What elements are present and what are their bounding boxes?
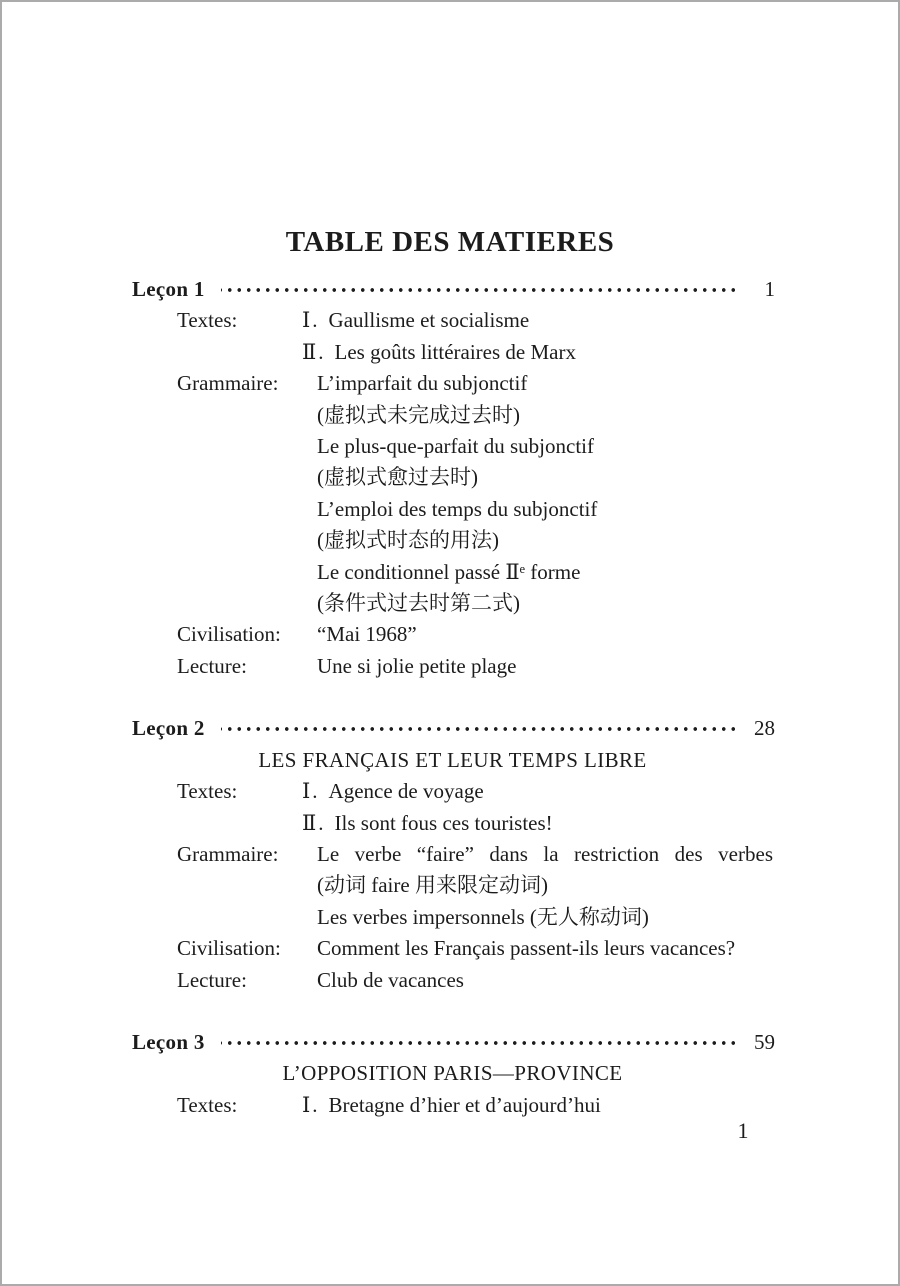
lesson-page-number: 1 <box>764 277 775 301</box>
toc-row <box>177 337 773 368</box>
lesson-header <box>132 713 775 744</box>
lesson-title: Leçon 1 <box>132 277 205 301</box>
row-text: Les verbes impersonnels (无人称动词) <box>317 904 649 929</box>
footer-page-number: 1 <box>737 1118 749 1143</box>
row-label: Civilisation: <box>177 622 281 647</box>
row-text: Club de vacances <box>317 967 464 992</box>
row-text: Une si jolie petite plage <box>317 653 517 678</box>
page-title: TABLE DES MATIERES <box>285 226 615 258</box>
row-text: L’emploi des temps du subjonctif <box>317 496 598 521</box>
lesson-block-1 <box>2 274 898 682</box>
toc-row <box>177 933 773 964</box>
row-text: (条件式过去时第二式) <box>317 591 520 616</box>
row-label: Lecture: <box>177 653 247 678</box>
row-label: Lecture: <box>177 967 247 992</box>
roman-numeral: Ⅰ. <box>302 308 320 333</box>
toc-row <box>177 400 773 431</box>
row-text: Agence de voyage <box>328 779 484 804</box>
dotted-leader <box>221 274 735 305</box>
row-text: (动词 faire 用来限定动词) <box>317 873 548 898</box>
toc-row <box>177 870 773 901</box>
row-label <box>177 525 317 556</box>
roman-numeral: Ⅱ. <box>302 810 326 835</box>
table-of-contents <box>2 274 898 1121</box>
row-text: L’imparfait du subjonctif <box>317 371 528 396</box>
row-text: (虚拟式愈过去时) <box>317 465 478 490</box>
row-label <box>177 588 317 619</box>
row-label: Textes: <box>177 308 238 333</box>
row-text: “Mai 1968” <box>317 622 417 647</box>
toc-row <box>177 305 773 336</box>
roman-numeral: Ⅰ. <box>302 779 320 804</box>
row-label: Grammaire: <box>177 371 279 396</box>
row-label <box>177 431 317 462</box>
row-text: (虚拟式未完成过去时) <box>317 402 520 427</box>
row-text: Le plus-que-parfait du subjonctif <box>317 434 594 459</box>
lesson-subtitle: L’OPPOSITION PARIS—PROVINCE <box>282 1061 623 1086</box>
row-label: Textes: <box>177 779 238 804</box>
row-text: Les goûts littéraires de Marx <box>334 339 576 364</box>
toc-row <box>177 808 773 839</box>
row-label <box>177 337 317 368</box>
toc-row <box>177 619 773 650</box>
row-label <box>177 462 317 493</box>
row-label <box>177 870 317 901</box>
lesson-block-3 <box>2 1027 898 1121</box>
lesson-title: Leçon 2 <box>132 716 205 741</box>
toc-row <box>177 651 773 682</box>
row-text: Le verbe “faire” dans la restriction des verbes <box>317 841 773 866</box>
roman-numeral: Ⅱ. <box>302 339 326 364</box>
toc-row <box>177 776 773 807</box>
toc-row <box>177 368 773 399</box>
toc-row <box>177 525 773 556</box>
lesson-header <box>132 274 775 305</box>
toc-row <box>177 902 773 933</box>
lesson-block-2 <box>2 713 898 996</box>
row-text: Le conditionnel passé Ⅱᵉ forme <box>317 559 581 584</box>
row-text: (虚拟式时态的用法) <box>317 528 499 553</box>
row-label: Grammaire: <box>177 841 279 866</box>
row-text: Bretagne d’hier et d’aujourd’hui <box>328 1092 601 1117</box>
toc-row <box>177 1090 773 1121</box>
lesson-page-number: 59 <box>754 1029 775 1054</box>
row-label <box>177 902 317 933</box>
lesson-header <box>132 1027 775 1058</box>
row-text: Ils sont fous ces touristes! <box>334 810 553 835</box>
lesson-subtitle: LES FRANÇAIS ET LEUR TEMPS LIBRE <box>258 747 647 772</box>
dotted-leader <box>221 713 735 744</box>
row-label: Civilisation: <box>177 936 281 961</box>
toc-row <box>177 965 773 996</box>
row-label <box>177 557 317 588</box>
row-label <box>177 808 317 839</box>
toc-row <box>177 588 773 619</box>
toc-row <box>177 462 773 493</box>
lesson-title: Leçon 3 <box>132 1029 205 1054</box>
roman-numeral: Ⅰ. <box>302 1092 320 1117</box>
dotted-leader <box>221 1027 735 1058</box>
toc-row <box>177 839 773 870</box>
row-text: Gaullisme et socialisme <box>328 308 530 333</box>
toc-row <box>177 494 773 525</box>
toc-row <box>177 557 773 588</box>
row-label <box>177 494 317 525</box>
toc-row <box>177 431 773 462</box>
row-text: Comment les Français passent-ils leurs vacances? <box>317 936 736 961</box>
row-label: Textes: <box>177 1092 238 1117</box>
row-label <box>177 400 317 431</box>
lesson-page-number: 28 <box>754 716 775 741</box>
